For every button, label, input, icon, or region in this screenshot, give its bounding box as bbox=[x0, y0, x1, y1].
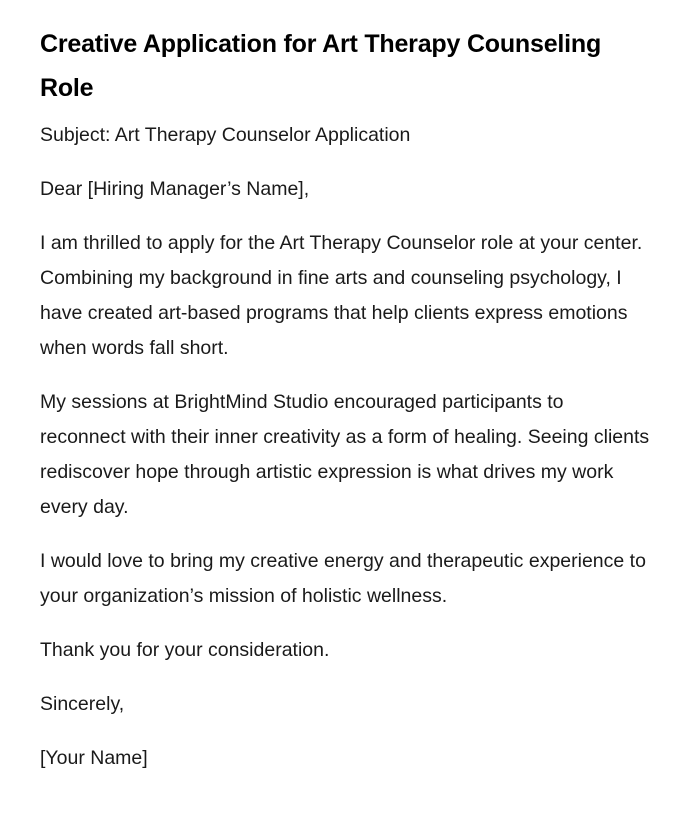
signature: [Your Name] bbox=[40, 747, 148, 769]
closing: Sincerely, bbox=[40, 693, 125, 715]
greeting: Dear [Hiring Manager’s Name], bbox=[40, 178, 310, 200]
letter-document bbox=[40, 22, 650, 795]
letter-title: Creative Application for Art Therapy Counseling Role bbox=[40, 30, 602, 102]
body-paragraph-1: I am thrilled to apply for the Art Therapy Counselor role at your center. Combining my background in fine arts and counseling psychology, I have created art-based programs that help clients express emotions when words fall short. bbox=[40, 232, 643, 359]
subject-line: Subject: Art Therapy Counselor Application bbox=[40, 124, 411, 146]
body-paragraph-3: I would love to bring my creative energy and therapeutic experience to your organization’s mission of holistic wellness. bbox=[40, 550, 646, 607]
body-paragraph-2: My sessions at BrightMind Studio encouraged participants to reconnect with their inner creativity as a form of healing. Seeing clients rediscover hope through artistic expression is what drives my work every day. bbox=[40, 391, 650, 518]
thanks-line: Thank you for your consideration. bbox=[40, 639, 330, 661]
